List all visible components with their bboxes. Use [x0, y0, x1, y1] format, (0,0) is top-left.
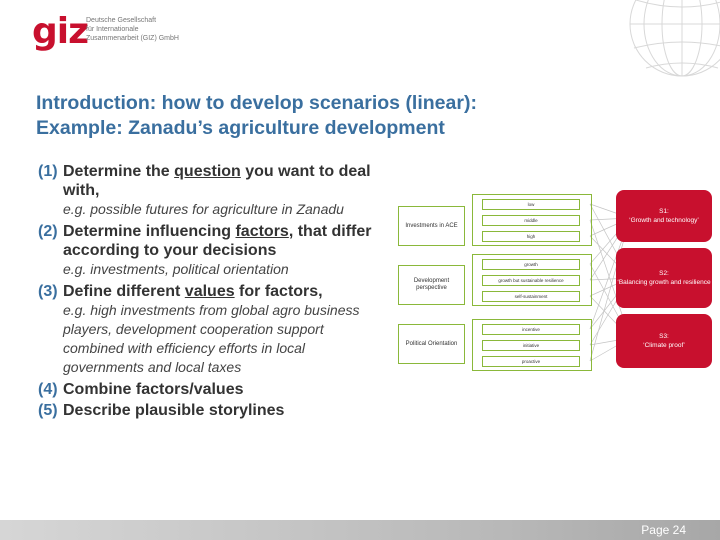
globe-graphic [626, 0, 720, 82]
step-number: (3) [38, 283, 58, 300]
value-self-sustainment: self-sustainment [482, 291, 580, 302]
scenario-name: ‘Balancing growth and resilience [617, 279, 711, 286]
step-heading: Determine influencing factors, that differ according to your decisions [63, 223, 372, 259]
title-line-1: Introduction: how to develop scenarios (linear): [36, 92, 477, 114]
step-number: (4) [38, 381, 58, 398]
steps-list [38, 162, 378, 420]
scenario-s2 [616, 248, 712, 308]
step-heading: Determine the question you want to deal with, [63, 163, 371, 199]
step-item [38, 282, 378, 377]
value-proactive: proactive [482, 356, 580, 367]
step-item [38, 380, 378, 399]
scenario-id: S3: [659, 333, 669, 340]
value-growth-resilience: growth but sustainable resilience [482, 275, 580, 286]
factor-investments: Investments in ACE [398, 206, 465, 246]
step-item [38, 162, 378, 219]
value-high: high [482, 231, 580, 242]
footer-bar [0, 520, 720, 540]
logo-line: für Internationale [86, 26, 139, 33]
step-heading: Describe plausible storylines [63, 402, 285, 419]
value-incentive: incentive [482, 324, 580, 335]
slide-title [36, 91, 477, 141]
scenario-s3 [616, 314, 712, 368]
factor-political: Political Orientation [398, 324, 465, 364]
value-growth: growth [482, 259, 580, 270]
scenario-id: S2: [659, 270, 669, 277]
step-heading: Define different values for factors, [63, 283, 323, 300]
step-example: e.g. investments, political orientation [63, 261, 289, 277]
factor-development: Development perspective [398, 265, 465, 305]
scenario-name: ‘Climate proof’ [643, 342, 685, 349]
step-number: (5) [38, 402, 58, 419]
step-example: e.g. possible futures for agriculture in Zanadu [63, 201, 344, 217]
value-middle: middle [482, 215, 580, 226]
scenario-id: S1: [659, 208, 669, 215]
scenario-s1 [616, 190, 712, 242]
logo-mark: giz [32, 11, 89, 52]
logo-text [86, 16, 179, 43]
step-item [38, 222, 378, 279]
page-number: Page 24 [641, 523, 686, 537]
value-initiative: initiative [482, 340, 580, 351]
step-heading: Combine factors/values [63, 381, 244, 398]
step-number: (1) [38, 163, 58, 180]
title-line-2: Example: Zanadu’s agriculture development [36, 117, 445, 139]
logo-line: Zusammenarbeit (GIZ) GmbH [86, 35, 179, 42]
value-low: low [482, 199, 580, 210]
scenario-name: ‘Growth and technology’ [629, 217, 699, 224]
step-item [38, 401, 378, 420]
logo-line: Deutsche Gesellschaft [86, 17, 157, 24]
step-example: e.g. high investments from global agro business players, development cooperation support combined with efficiency efforts in local governments and local taxes [63, 302, 360, 375]
step-number: (2) [38, 223, 58, 240]
